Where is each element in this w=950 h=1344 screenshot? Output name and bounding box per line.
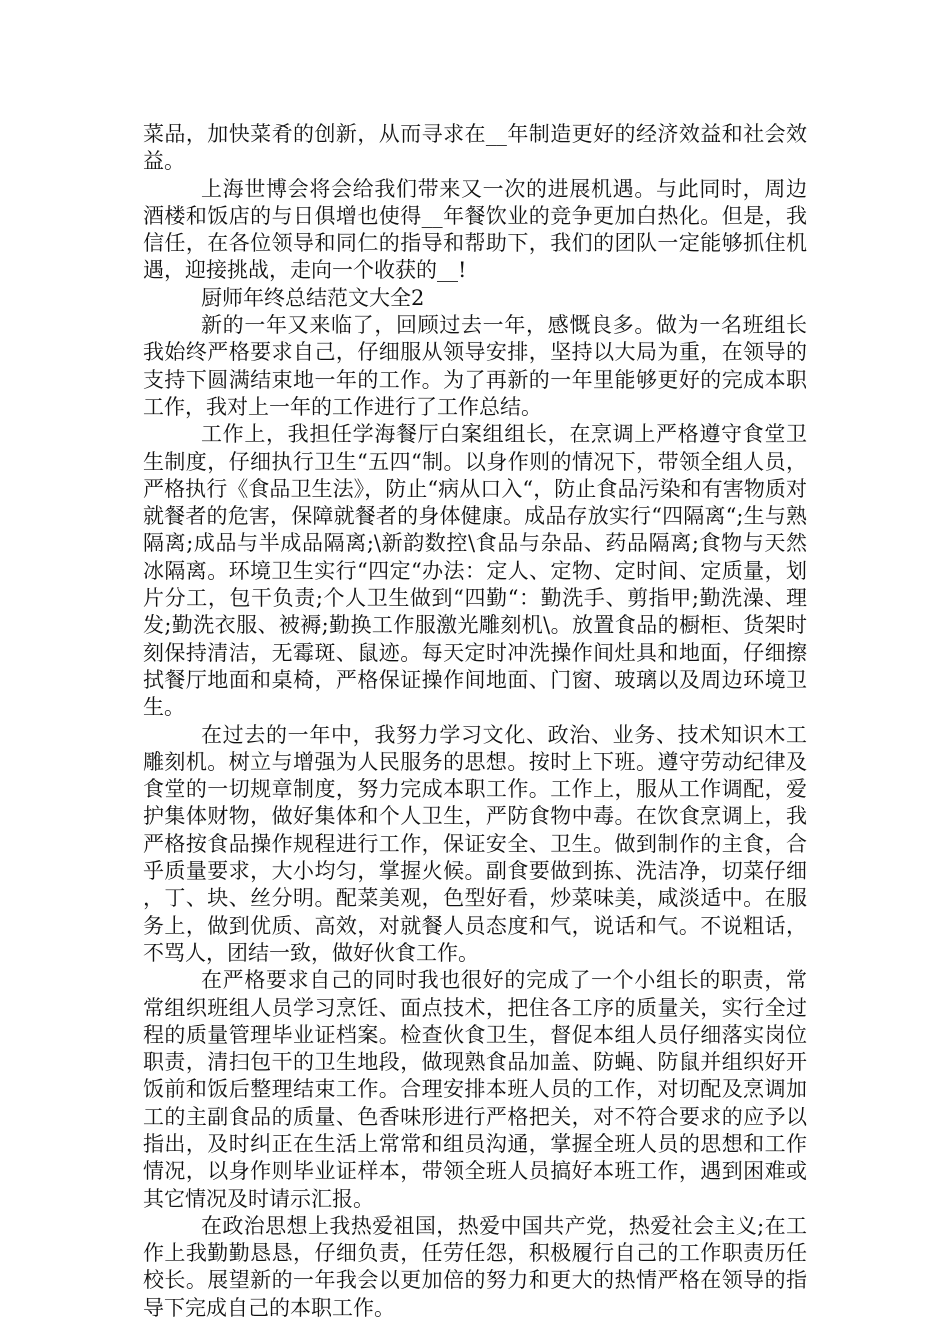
paragraph-3: 新的一年又来临了，回顾过去一年，感慨良多。做为一名班组长我始终严格要求自己，仔细服从领导安排，坚持以大局为重，在领导的支持下圆满结束地一年的工作。为了再新的一年里能够更好的完成本职工作，我对上一年的工作进行了工作总结。: [143, 313, 807, 419]
document-body: [143, 121, 807, 1322]
paragraph-6: 在严格要求自己的同时我也很好的完成了一个小组长的职责，常常组织班组人员学习烹饪、面点技术，把住各工序的质量关，实行全过程的质量管理毕业证档案。检查伙食卫生，督促本组人员仔细落实岗位职责，清扫包干的卫生地段，做现熟食品加盖、防蝇、防鼠并组织好开饭前和饭后整理结束工作。合理安排本班人员的工作，对切配及烹调加工的主副食品的质量、色香味形进行严格把关，对不符合要求的应予以指出，及时纠正在生活上常常和组员沟通，掌握全班人员的思想和工作情况，以身作则毕业证样本，带领全班人员搞好本班工作，遇到困难或其它情况及时请示汇报。: [143, 968, 807, 1211]
paragraph-2: 上海世博会将会给我们带来又一次的进展机遇。与此同时，周边酒楼和饭店的与日俱增也使得__年餐饮业的竞争更加白热化。但是，我信任，在各位领导和同仁的指导和帮助下，我们的团队一定能够抓住机遇，迎接挑战，走向一个收获的__!: [143, 176, 807, 283]
paragraph-5: 在过去的一年中，我努力学习文化、政治、业务、技术知识木工雕刻机。树立与增强为人民服务的思想。按时上下班。遵守劳动纪律及食堂的一切规章制度，努力完成本职工作。工作上，服从工作调配，爱护集体财物，做好集体和个人卫生，严防食物中毒。在饮食烹调上，我严格按食品操作规程进行工作，保证安全、卫生。做到制作的主食，合乎质量要求，大小均匀，掌握火候。副食要做到拣、洗洁净，切菜仔细，丁、块、丝分明。配菜美观，色型好看，炒菜味美，咸淡适中。在服务上，做到优质、高效，对就餐人员态度和气，说话和气。不说粗话，不骂人，团结一致，做好伙食工作。: [143, 722, 807, 965]
section-heading: 厨师年终总结范文大全2: [201, 285, 425, 310]
paragraph-1: 菜品，加快菜肴的创新，从而寻求在__年制造更好的经济效益和社会效益。: [143, 122, 807, 174]
paragraph-4: 工作上，我担任学海餐厅白案组组长，在烹调上严格遵守食堂卫生制度，仔细执行卫生“五四“制。以身作则的情况下，带领全组人员，严格执行《食品卫生法》，防止“病从口入“，防止食品污染和有害物质对就餐者的危害，保障就餐者的身体健康。成品存放实行“四隔离“;生与熟隔离;成品与半成品隔离;\新韵数控\食品与杂品、药品隔离;食物与天然冰隔离。环境卫生实行“四定“办法：定人、定物、定时间、定质量，划片分工，包干负责;个人卫生做到“四勤“：勤洗手、剪指甲;勤洗澡、理发;勤洗衣服、被褥;勤换工作服激光雕刻机\。放置食品的橱柜、货架时刻保持清洁，无霉斑、鼠迹。每天定时冲洗操作间灶具和地面，仔细擦拭餐厅地面和桌椅，严格保证操作间地面、门窗、玻璃以及周边环境卫生。: [143, 422, 807, 720]
paragraph-7: 在政治思想上我热爱祖国，热爱中国共产党，热爱社会主义;在工作上我勤勤恳恳，仔细负责，任劳任怨，积极履行自己的工作职责历任校长。展望新的一年我会以更加倍的努力和更大的热情严格在领导的指导下完成自己的本职工作。: [143, 1213, 807, 1320]
